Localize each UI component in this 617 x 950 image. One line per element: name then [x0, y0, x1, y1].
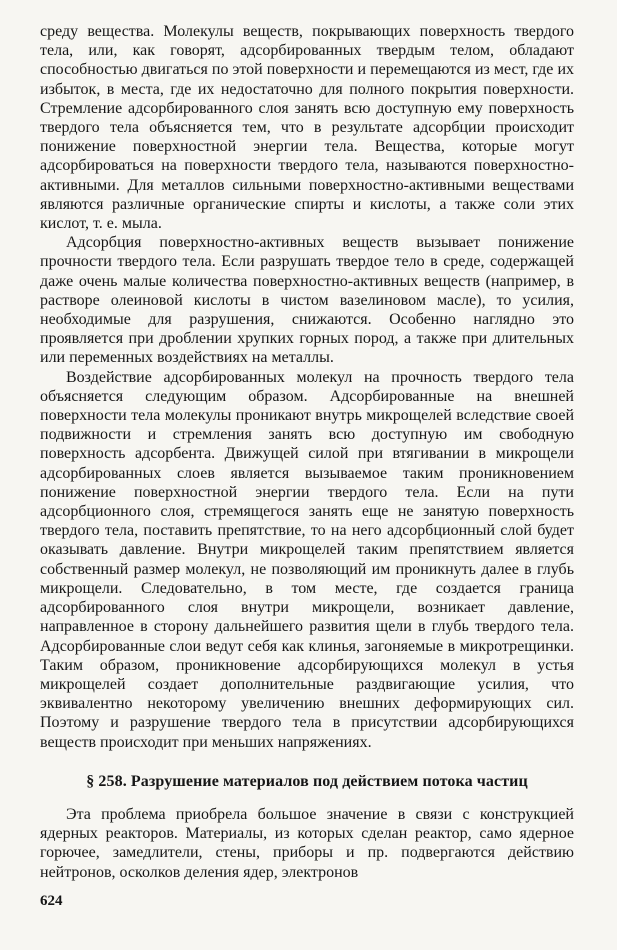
paragraph-1: среду вещества. Молекулы веществ, покрывающих поверхность твердого тела, или, как говорят, адсорбированных твердым телом, обладают способностью двигаться по этой поверхности и перемещаются из мест, где их избыток, в места, где их недостаточно для полного покрытия поверхности. Стремление адсорбированного слоя занять всю доступную ему поверхность твердого тела объясняется тем, что в результате адсорбции происходит понижение поверхностной энергии тела. Вещества, которые могут адсорбироваться на поверхности твердого тела, называются поверхностно-активными. Для металлов сильными поверхностно-активными веществами являются различные органические спирты и кислоты, а также соли этих кислот, т. е. мыла. [40, 23, 574, 233]
paragraph-3: Воздействие адсорбированных молекул на прочность твердого тела объясняется следующим образом. Адсорбированные на внешней поверхности тела молекулы проникают внутрь микрощелей вследствие своей подвижности и стремления занять всю доступную им свободную поверхность адсорбента. Движущей силой при втягивании в микрощели адсорбированных слоев является вызываемое таким проникновением понижение поверхностной энергии твердого тела. Если на пути адсорбционного слоя, стремящегося занять еще не занятую поверхность твердого тела, поставить препятствие, то на него адсорбционный слой будет оказывать давление. Внутри микрощелей таким препятствием является собственный размер молекул, не позволяющий им проникнуть далее в глубь микрощели. Следовательно, в том месте, где создается граница адсорбированного слоя внутри микрощели, возникает давление, направленное в сторону дальнейшего развития щели в глубь твердого тела. Адсорбированные слои ведут себя как клинья, загоняемые в микротрещинки. Таким образом, проникновение адсорбирующихся молекул в устья микрощелей создает дополнительные раздвигающие усилия, что эквивалентно некоторому увеличению внешних деформирующих сил. Поэтому и разрушение твердого тела в присутствии адсорбирующихся веществ происходит при меньших напряжениях. [40, 368, 574, 751]
section-heading: § 258. Разрушение материалов под действием потока частиц [86, 772, 528, 790]
page-body [40, 22, 574, 882]
page-number: 624 [40, 893, 63, 909]
section-paragraph: Эта проблема приобрела большое значение в связи с конструкцией ядерных реакторов. Материалы, из которых сделан реактор, само ядерное горючее, замедлители, стены, приборы и пр. подвергаются действию нейтронов, осколков деления ядер, электронов [40, 805, 574, 881]
paragraph-2: Адсорбция поверхностно-активных веществ вызывает понижение прочности твердого тела. Если разрушать твердое тело в среде, содержащей даже очень малые количества поверхностно-активных веществ (например, в растворе олеиновой кислоты в чистом вазелиновом масле), то усилия, необходимые для разрушения, снижаются. Особенно наглядно это проявляется при дроблении хрупких горных пород, а также при длительных или переменных воздействиях на металлы. [40, 234, 574, 367]
